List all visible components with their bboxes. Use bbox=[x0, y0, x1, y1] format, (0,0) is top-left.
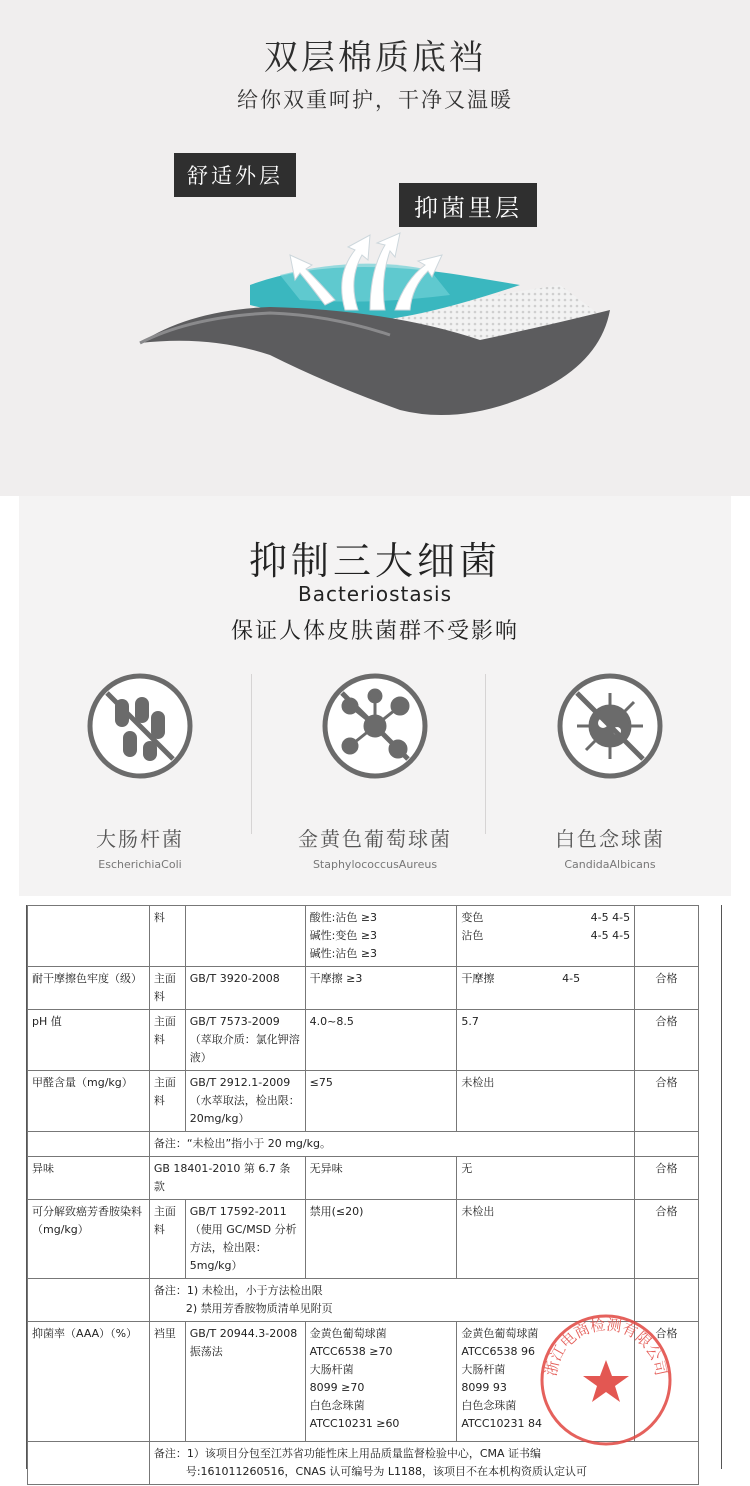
candida-icon bbox=[555, 671, 665, 781]
official-seal-stamp bbox=[536, 1310, 676, 1450]
cell-text: 干摩擦 bbox=[461, 972, 495, 985]
table-cell bbox=[28, 1279, 150, 1322]
table-row bbox=[28, 1157, 699, 1200]
table-cell: 未检出 bbox=[457, 1071, 635, 1132]
table-cell: 主面料 bbox=[149, 1010, 185, 1071]
table-cell: ≤75 bbox=[305, 1071, 457, 1132]
cell-text: 号:161011260516，CNAS 认可编号为 L1188，该项目不在本机构资质认定认可 bbox=[185, 1465, 588, 1478]
table-cell bbox=[28, 1442, 150, 1485]
cell-text: 4-5 bbox=[562, 972, 581, 985]
table-cell: 干摩擦 ≥3 bbox=[305, 967, 457, 1010]
antibacterial-section bbox=[19, 496, 731, 896]
table-cell: 无异味 bbox=[305, 1157, 457, 1200]
staphylococcus-icon bbox=[320, 671, 430, 781]
fabric-title: 双层棉质底裆 bbox=[264, 38, 486, 78]
table-cell: 裆里 bbox=[149, 1322, 185, 1442]
table-row bbox=[28, 906, 699, 967]
table-row bbox=[28, 1132, 699, 1157]
cell-text: 4-5 4-5 bbox=[590, 911, 631, 924]
cell-text: 2) 禁用芳香胺物质清单见附页 bbox=[185, 1302, 333, 1315]
table-cell bbox=[635, 1132, 699, 1157]
fabric-layers-illustration bbox=[130, 225, 620, 425]
table-cell: 主面料 bbox=[149, 1200, 185, 1279]
table-cell: GB/T 2912.1-2009（水萃取法，检出限：20mg/kg） bbox=[185, 1071, 305, 1132]
table-cell: 备注：“未检出”指小于 20 mg/kg。 bbox=[149, 1132, 634, 1157]
table-cell: 主面料 bbox=[149, 967, 185, 1010]
table-cell: GB/T 20944.3-2008 振荡法 bbox=[185, 1322, 305, 1442]
bacilli-icon bbox=[85, 671, 195, 781]
bacteria-name-latin: EscherichiaColi bbox=[98, 858, 182, 871]
table-row bbox=[28, 1071, 699, 1132]
table-cell: 合格 bbox=[635, 1200, 699, 1279]
antibacterial-subtitle: 保证人体皮肤菌群不受影响 bbox=[230, 619, 519, 644]
cell-text: 碱性:变色 ≥3 bbox=[309, 929, 378, 942]
table-cell: 甲醛含量（mg/kg） bbox=[28, 1071, 150, 1132]
bacteria-name-latin: StaphylococcusAureus bbox=[312, 858, 438, 871]
cell-text: 4-5 4-5 bbox=[590, 929, 631, 942]
table-cell bbox=[185, 906, 305, 967]
table-cell bbox=[28, 906, 150, 967]
table-cell: 料 bbox=[149, 906, 185, 967]
table-cell: GB 18401-2010 第 6.7 条款 bbox=[149, 1157, 305, 1200]
table-cell: 禁用(≤20) bbox=[305, 1200, 457, 1279]
table-cell: 合格 bbox=[635, 1071, 699, 1132]
outer-layer-tag: 舒适外层 bbox=[174, 153, 296, 197]
table-cell: 合格 bbox=[635, 967, 699, 1010]
cell-text: 白色念珠菌 bbox=[309, 1399, 365, 1412]
cell-text: 金黄色葡萄球菌 bbox=[461, 1327, 539, 1340]
table-cell: 合格 bbox=[635, 1010, 699, 1071]
table-cell: GB/T 3920-2008 bbox=[185, 967, 305, 1010]
table-cell: 抑菌率（AAA）（%） bbox=[28, 1322, 150, 1442]
bacteria-name-cn: 大肠杆菌 bbox=[96, 827, 184, 851]
divider bbox=[485, 674, 486, 834]
table-cell bbox=[305, 906, 457, 967]
cell-text bbox=[461, 927, 630, 945]
cell-text: 大肠杆菌 bbox=[309, 1363, 354, 1376]
bacteria-item-ecoli bbox=[25, 671, 255, 871]
cell-text: ATCC6538 ≥70 bbox=[309, 1345, 393, 1358]
cell-text: 大肠杆菌 bbox=[461, 1363, 506, 1376]
table-row bbox=[28, 967, 699, 1010]
cell-text: 酸性:沾色 ≥3 bbox=[309, 911, 378, 924]
table-cell bbox=[635, 906, 699, 967]
table-cell: 4.0~8.5 bbox=[305, 1010, 457, 1071]
table-cell: 可分解致癌芳香胺染料（mg/kg） bbox=[28, 1200, 150, 1279]
table-cell bbox=[305, 1322, 457, 1442]
table-cell: 主面料 bbox=[149, 1071, 185, 1132]
table-cell bbox=[457, 906, 635, 967]
cell-text: ATCC10231 ≥60 bbox=[309, 1417, 400, 1430]
cell-text: 白色念珠菌 bbox=[461, 1399, 517, 1412]
cell-text: ATCC6538 96 bbox=[461, 1345, 535, 1358]
cell-text bbox=[461, 970, 630, 988]
table-cell bbox=[457, 967, 635, 1010]
bacteria-name-latin: CandidaAlbicans bbox=[564, 858, 656, 871]
bacteria-name-cn: 金黄色葡萄球菌 bbox=[298, 827, 452, 851]
fabric-subtitle: 给你双重呵护，干净又温暖 bbox=[237, 88, 513, 112]
cell-text: 备注：1) 未检出，小于方法检出限 bbox=[153, 1284, 323, 1297]
cell-text: ATCC10231 84 bbox=[461, 1417, 542, 1430]
table-cell: GB/T 17592-2011（使用 GC/MSD 分析方法，检出限：5mg/kg） bbox=[185, 1200, 305, 1279]
bacteria-item-candida bbox=[495, 671, 725, 871]
bacteria-item-staphylococcus bbox=[260, 671, 490, 871]
divider bbox=[251, 674, 252, 834]
svg-text:浙江电商检测有限公司: 浙江电商检测有限公司 bbox=[541, 1315, 671, 1378]
cell-text: 碱性:沾色 ≥3 bbox=[309, 947, 378, 960]
antibacterial-title: 抑制三大细菌 bbox=[248, 539, 501, 583]
table-row bbox=[28, 1200, 699, 1279]
fabric-section bbox=[0, 0, 750, 496]
table-cell: 异味 bbox=[28, 1157, 150, 1200]
inner-layer-tag: 抑菌里层 bbox=[399, 183, 537, 227]
cell-text: 变色 bbox=[461, 911, 484, 924]
table-cell bbox=[28, 1132, 150, 1157]
table-cell: 无 bbox=[457, 1157, 635, 1200]
cell-text: 8099 ≥70 bbox=[309, 1381, 365, 1394]
cell-text: 金黄色葡萄球菌 bbox=[309, 1327, 387, 1340]
cell-text: 沾色 bbox=[461, 929, 484, 942]
table-cell: 耐干摩擦色牢度（级） bbox=[28, 967, 150, 1010]
table-cell: 合格 bbox=[635, 1157, 699, 1200]
antibacterial-title-en: Bacteriostasis bbox=[297, 582, 453, 606]
bacteria-name-cn: 白色念球菌 bbox=[555, 827, 665, 851]
cell-text: 备注：1）该项目分包至江苏省功能性床上用品质量监督检验中心，CMA 证书编 bbox=[153, 1447, 542, 1460]
table-cell: pH 值 bbox=[28, 1010, 150, 1071]
table-cell: GB/T 7573-2009（萃取介质：氯化钾溶液） bbox=[185, 1010, 305, 1071]
cell-text: 8099 93 bbox=[461, 1381, 507, 1394]
table-row bbox=[28, 1010, 699, 1071]
table-cell: 未检出 bbox=[457, 1200, 635, 1279]
cell-text bbox=[461, 909, 630, 927]
table-cell: 合格 bbox=[635, 1322, 699, 1442]
table-cell: 5.7 bbox=[457, 1010, 635, 1071]
